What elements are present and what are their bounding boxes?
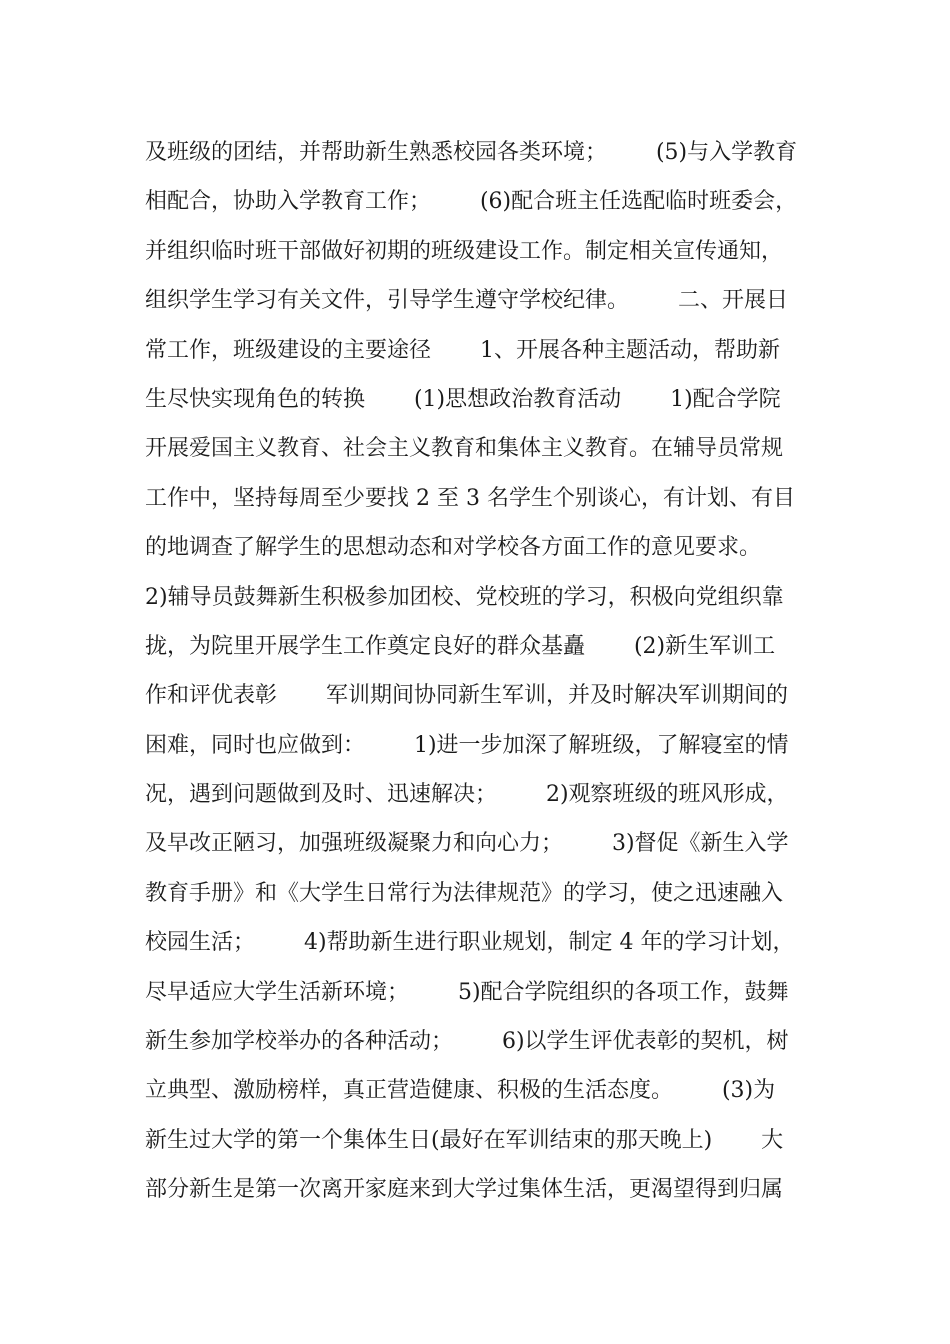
text-line: 并组织临时班干部做好初期的班级建设工作。制定相关宣传通知，: [145, 238, 784, 264]
text-line: 工作中，坚持每周至少要找 2 至 3 名学生个别谈心，有计划、有目: [145, 485, 795, 511]
text-line: 相配合，协助入学教育工作； (6)配合班主任选配临时班委会，: [145, 189, 798, 215]
text-line: 校园生活； 4)帮助新生进行职业规划，制定 4 年的学习计划，: [145, 930, 795, 956]
text-line: 常工作，班级建设的主要途径 1、开展各种主题活动，帮助新: [145, 337, 780, 363]
text-line: 及班级的团结，并帮助新生熟悉校园各类环境； (5)与入学教育: [145, 140, 798, 165]
text-line: 尽早适应大学生活新环境； 5)配合学院组织的各项工作，鼓舞: [145, 979, 789, 1005]
text-line: 作和评优表彰 军训期间协同新生军训，并及时解决军训期间的: [145, 683, 788, 709]
text-line: 生尽快实现角色的转换 (1)思想政治教育活动 1)配合学院: [145, 386, 781, 412]
text-line: 组织学生学习有关文件，引导学生遵守学校纪律。 二、开展日: [145, 288, 788, 314]
text-line: 拢，为院里开展学生工作奠定良好的群众基矗 (2)新生军训工: [145, 633, 776, 659]
text-line: 新生过大学的第一个集体生日(最好在军训结束的那天晚上) 大: [145, 1127, 784, 1153]
text-line: 的地调查了解学生的思想动态和对学校各方面工作的意见要求。: [145, 535, 762, 561]
text-line: 立典型、激励榜样，真正营造健康、积极的生活态度。 (3)为: [145, 1078, 776, 1104]
text-line: 困难，同时也应做到： 1)进一步加深了解班级，了解寝室的情: [145, 732, 789, 758]
text-line: 新生参加学校举办的各种活动； 6)以学生评优表彰的契机，树: [145, 1029, 789, 1055]
text-line: 2)辅导员鼓舞新生积极参加团校、党校班的学习，积极向党组织靠: [145, 584, 784, 610]
text-line: 况，遇到问题做到及时、迅速解决； 2)观察班级的班风形成，: [145, 782, 789, 808]
text-line: 开展爱国主义教育、社会主义教育和集体主义教育。在辅导员常规: [145, 436, 784, 462]
text-line: 及早改正陋习，加强班级凝聚力和向心力； 3)督促《新生入学: [145, 831, 789, 857]
text-line: 部分新生是第一次离开家庭来到大学过集体生活，更渴望得到归属: [145, 1177, 784, 1203]
text-line: 教育手册》和《大学生日常行为法律规范》的学习，使之迅速融入: [145, 880, 784, 906]
body-text: [145, 128, 810, 1215]
